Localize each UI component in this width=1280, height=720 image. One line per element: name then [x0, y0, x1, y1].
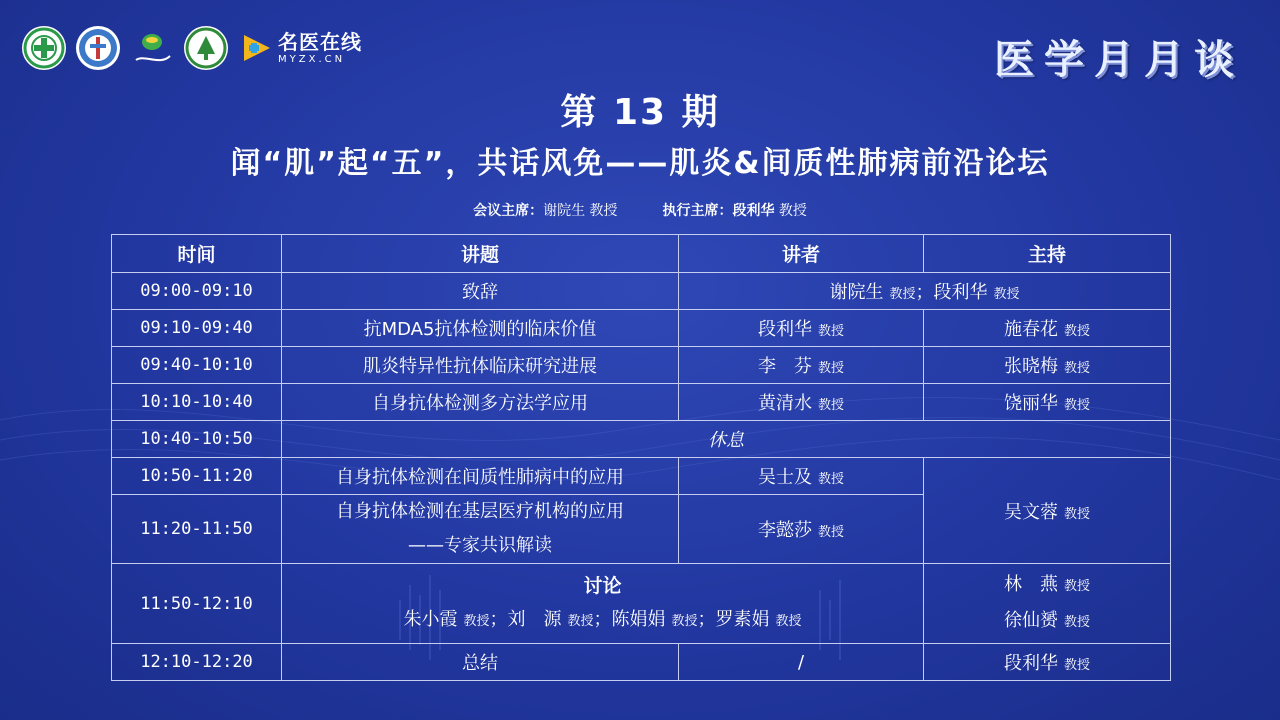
row-topic — [282, 495, 679, 564]
panelist-title: 教授 — [671, 613, 698, 629]
speaker-title: 教授 — [817, 472, 844, 487]
header-topic: 讲题 — [282, 235, 679, 273]
speaker-name: 李懿莎 — [757, 520, 812, 541]
table-row — [112, 273, 1171, 310]
speaker-title: 教授 — [817, 361, 844, 376]
exec-chair-title: 教授 — [778, 203, 807, 219]
host-name: 林 燕 — [1003, 573, 1058, 595]
hospital-logo-2 — [76, 26, 120, 70]
mingyi-online-logo — [240, 31, 362, 65]
speaker-title: 教授 — [993, 287, 1020, 302]
discussion-title: 讨论 — [583, 574, 622, 597]
host-name: 段利华 — [1003, 653, 1058, 674]
row-host — [924, 310, 1171, 347]
table-row — [112, 644, 1171, 681]
row-topic: 致辞 — [282, 273, 679, 310]
row-speaker — [679, 458, 924, 495]
row-speaker — [679, 384, 924, 421]
series-title: 医学月月谈 — [994, 37, 1244, 83]
row-topic: 自身抗体检测在间质性肺病中的应用 — [282, 458, 679, 495]
table-row — [112, 458, 1171, 495]
row-time: 09:10-09:40 — [112, 310, 282, 347]
host-line — [924, 604, 1170, 640]
row-speaker — [679, 495, 924, 564]
table-header-row — [112, 235, 1171, 273]
row-topic: 抗MDA5抗体检测的临床价值 — [282, 310, 679, 347]
table-row — [112, 384, 1171, 421]
meeting-chair-title: 教授 — [589, 203, 618, 219]
row-host-merged — [924, 458, 1171, 564]
row-time: 10:50-11:20 — [112, 458, 282, 495]
panelist-title: 教授 — [775, 613, 802, 629]
row-speaker — [679, 310, 924, 347]
speaker-title: 教授 — [817, 525, 844, 540]
host-title: 教授 — [1063, 398, 1090, 413]
partner-logos — [22, 24, 362, 72]
table-row-break — [112, 421, 1171, 458]
header-host: 主持 — [924, 235, 1171, 273]
speaker-title: 教授 — [817, 398, 844, 413]
hospital-logo-3 — [184, 26, 228, 70]
host-name: 张晓梅 — [1003, 356, 1058, 377]
meeting-chair-name: 谢院生 — [543, 203, 586, 219]
agenda-table — [111, 234, 1171, 681]
speaker-name: 吴士及 — [757, 467, 812, 488]
speaker-title: 教授 — [817, 324, 844, 339]
academy-logo — [130, 26, 174, 70]
brand-name-cn: 名医在线 — [278, 29, 362, 54]
table-row — [112, 347, 1171, 384]
exec-chair-name: 段利华 — [732, 203, 775, 219]
host-name: 施春花 — [1003, 319, 1058, 340]
row-host — [924, 347, 1171, 384]
panelist-title: 教授 — [463, 613, 490, 629]
host-title: 教授 — [1063, 324, 1090, 339]
speaker-name: 谢院生 — [829, 282, 884, 303]
row-time: 11:20-11:50 — [112, 495, 282, 564]
panelist-name: 罗素娟 — [715, 608, 770, 630]
host-name: 吴文蓉 — [1003, 501, 1058, 523]
topic-line-1: 自身抗体检测在基层医疗机构的应用 — [336, 501, 624, 522]
row-topic: 肌炎特异性抗体临床研究进展 — [282, 347, 679, 384]
row-hosts — [924, 564, 1171, 644]
break-label: 休息 — [282, 421, 1171, 458]
row-time: 10:10-10:40 — [112, 384, 282, 421]
speaker-name: 段利华 — [933, 282, 988, 303]
hospital-logo-1 — [22, 26, 66, 70]
host-name: 饶丽华 — [1003, 393, 1058, 414]
host-name: 徐仙赟 — [1003, 609, 1058, 631]
table-row — [112, 310, 1171, 347]
row-speakers — [679, 273, 1171, 310]
row-speaker: / — [679, 644, 924, 681]
plus-play-icon — [240, 31, 274, 65]
speaker-name: 李 芬 — [757, 356, 812, 377]
row-host — [924, 384, 1171, 421]
forum-title: 闻“肌”起“五”，共话风免——肌炎&间质性肺病前沿论坛 — [230, 146, 1050, 181]
host-line — [924, 568, 1170, 604]
meeting-chair-label: 会议主席： — [473, 203, 544, 219]
row-host — [924, 644, 1171, 681]
discussion-panelists: 朱小霞 教授；刘 源 教授；陈娟娟 教授；罗素娟 教授 — [403, 608, 802, 630]
separator: ； — [915, 282, 934, 303]
chairs-line — [0, 200, 1280, 220]
host-title: 教授 — [1063, 614, 1090, 630]
issue-number: 第 13 期 — [560, 92, 720, 133]
row-time: 11:50-12:10 — [112, 564, 282, 644]
speaker-name: 段利华 — [757, 319, 812, 340]
panelist-name: 朱小霞 — [403, 608, 458, 630]
row-speaker — [679, 347, 924, 384]
row-topic: 自身抗体检测多方法学应用 — [282, 384, 679, 421]
discussion-cell — [282, 564, 924, 644]
topic-line-2: ——专家共识解读 — [408, 535, 552, 556]
row-time: 10:40-10:50 — [112, 421, 282, 458]
exec-chair-label: 执行主席： — [662, 203, 733, 219]
host-title: 教授 — [1063, 506, 1090, 522]
header-speaker: 讲者 — [679, 235, 924, 273]
panelist-title: 教授 — [567, 613, 594, 629]
speaker-title: 教授 — [889, 287, 916, 302]
panelist-name: 刘 源 — [507, 608, 562, 630]
panelist-name: 陈娟娟 — [611, 608, 666, 630]
host-title: 教授 — [1063, 578, 1090, 594]
speaker-name: 黄清水 — [757, 393, 812, 414]
table-row-discussion — [112, 564, 1171, 644]
host-title: 教授 — [1063, 361, 1090, 376]
host-title: 教授 — [1063, 658, 1090, 673]
header-time: 时间 — [112, 235, 282, 273]
row-time: 12:10-12:20 — [112, 644, 282, 681]
row-time: 09:40-10:10 — [112, 347, 282, 384]
row-time: 09:00-09:10 — [112, 273, 282, 310]
brand-name-en: MYZX.CN — [278, 53, 346, 65]
row-topic: 总结 — [282, 644, 679, 681]
